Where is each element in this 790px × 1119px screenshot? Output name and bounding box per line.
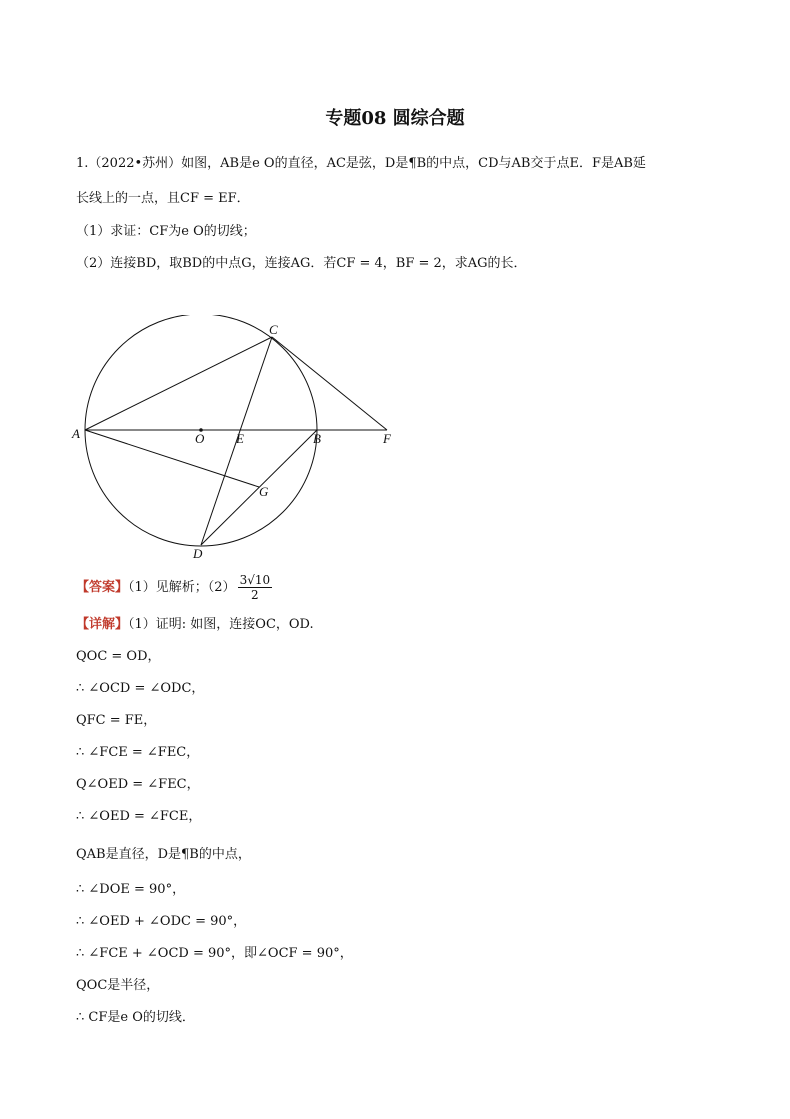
answer-text: （1）见解析；（2） [128, 580, 236, 595]
label-d: D [193, 546, 203, 561]
solution-step: ∴ ∠FCE = ∠FEC， [76, 745, 200, 760]
label-c: C [269, 322, 278, 337]
solution-intro: （1）证明: 如图，连接OC，OD. [128, 617, 314, 632]
solution-step: QAB是直径，D是¶B的中点， [76, 847, 251, 862]
problem-part-2: （2）连接BD，取BD的中点G，连接AG．若CF = 4，BF = 2，求AG的长． [76, 256, 527, 271]
solution-step: QFC = FE， [76, 713, 157, 728]
problem-line-1: 1.（2022•苏州）如图，AB是e O的直径，AC是弦，D是¶B的中点，CD与AB交于点E．F是AB延 [76, 156, 646, 171]
page-title: 专题08 圆综合题 [325, 108, 465, 129]
label-f: F [383, 431, 391, 446]
solution-step: ∴ ∠DOE = 90°， [76, 882, 186, 897]
answer-fraction-denominator: 2 [251, 588, 259, 602]
label-g: G [259, 484, 269, 499]
segment-ag [85, 430, 259, 487]
answer-line [76, 573, 272, 602]
label-b: B [313, 431, 321, 446]
solution-intro-line [76, 613, 314, 632]
answer-fraction [238, 573, 273, 602]
solution-step: ∴ CF是e O的切线． [76, 1010, 195, 1025]
label-a: A [72, 426, 80, 441]
problem-line-2: 长线上的一点，且CF = EF． [76, 191, 250, 206]
segment-cf [272, 337, 387, 430]
geometry-figure [66, 315, 406, 565]
label-o: O [195, 431, 205, 446]
answer-fraction-numerator: 3√10 [239, 573, 271, 587]
label-e: E [236, 431, 244, 446]
solution-step: QOC是半径， [76, 978, 160, 993]
problem-part-1: （1）求证：CF为e O的切线； [76, 224, 256, 239]
solution-step: Q∠OED = ∠FEC， [76, 777, 200, 792]
solution-step: ∴ ∠OED + ∠ODC = 90°， [76, 914, 247, 929]
solution-step: QOC = OD， [76, 649, 161, 664]
answer-tag: 【答案】 [76, 580, 129, 595]
solution-step: ∴ ∠OCD = ∠ODC， [76, 681, 205, 696]
solution-tag: 【详解】 [76, 617, 129, 632]
solution-step: ∴ ∠FCE + ∠OCD = 90°，即∠OCF = 90°， [76, 946, 353, 961]
segment-ac [85, 337, 272, 430]
solution-step: ∴ ∠OED = ∠FCE， [76, 809, 202, 824]
